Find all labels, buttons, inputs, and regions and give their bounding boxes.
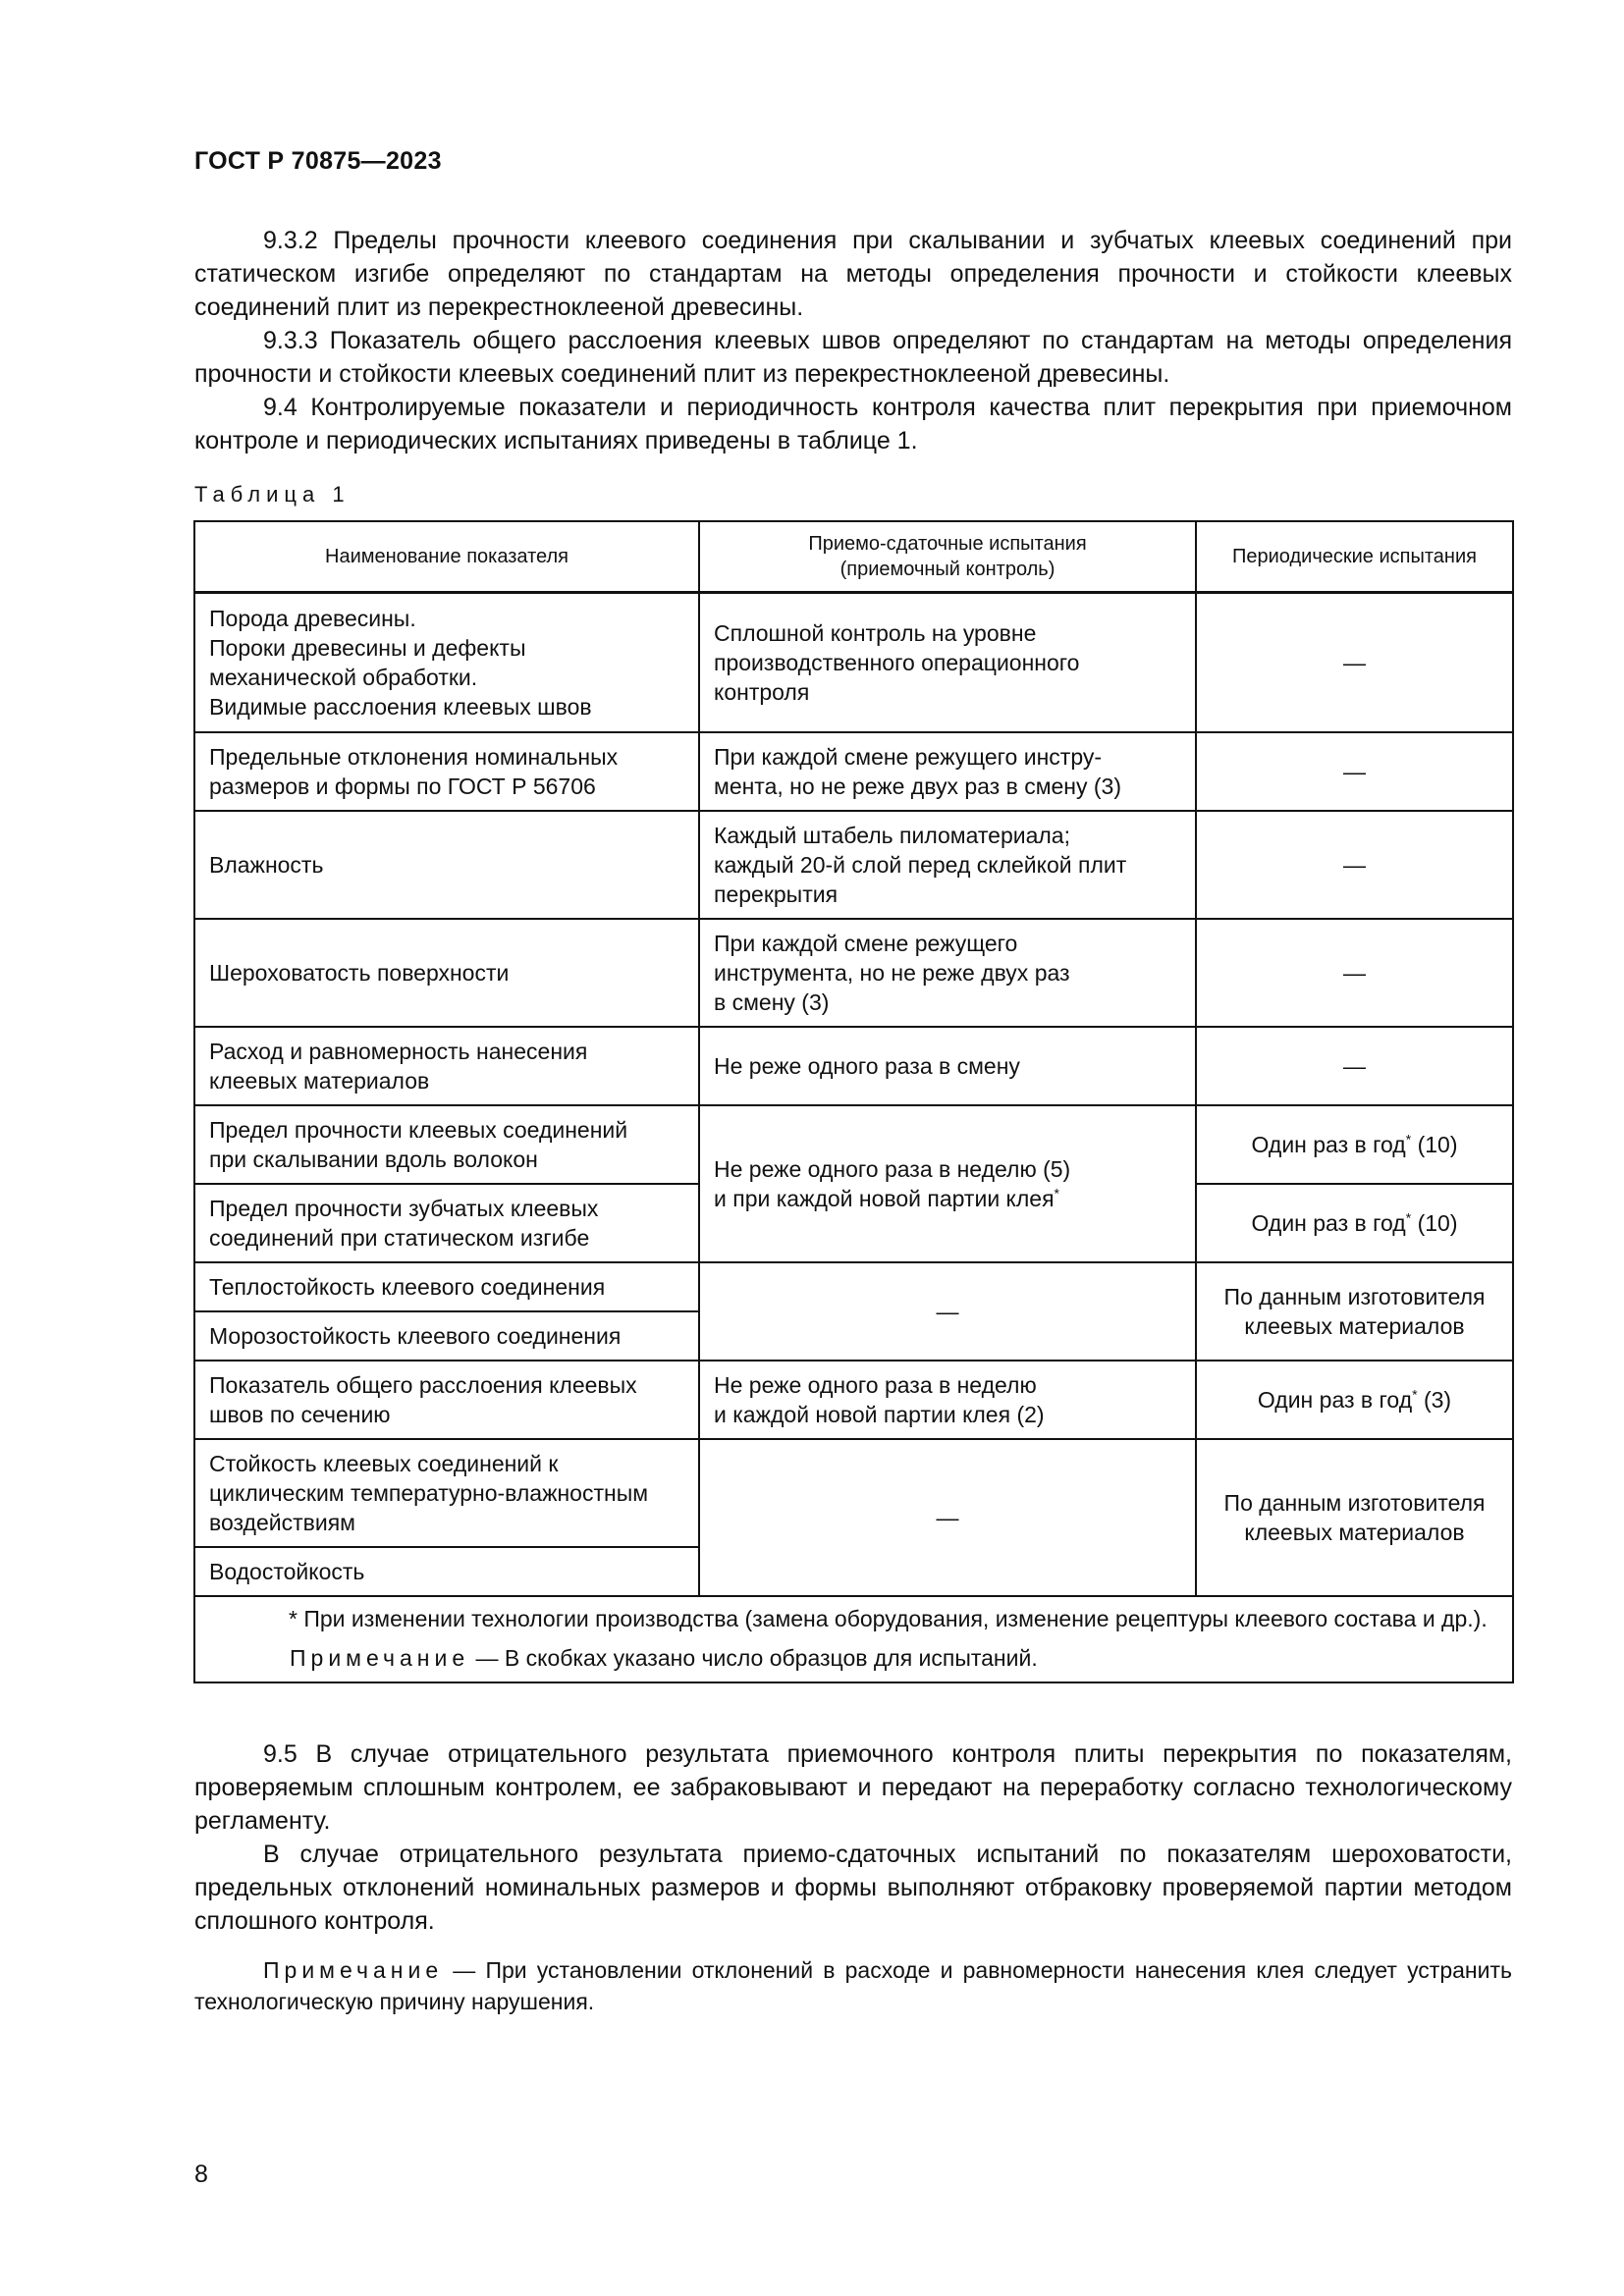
header-periodic-tests: Периодические испытания <box>1196 521 1513 593</box>
indicator-name <box>194 1311 699 1361</box>
name-line: Пороки древесины и дефекты <box>209 634 526 661</box>
periodic-cell <box>1196 1361 1513 1439</box>
periodic-text: Один раз в год <box>1251 1131 1406 1157</box>
name-line: Влажность <box>209 851 324 878</box>
periodic-line: По данным изготовителя <box>1223 1489 1486 1516</box>
footnote-mark: * <box>1054 1184 1059 1201</box>
acceptance-line: Не реже одного раза в смену <box>714 1052 1020 1079</box>
indicator-name <box>194 593 699 732</box>
acceptance-line: производственного операционного <box>714 649 1080 675</box>
name-line: Порода древесины. <box>209 605 416 631</box>
periodic-cell: — <box>1196 811 1513 919</box>
paragraph-9-4: 9.4 Контролируемые показатели и периодичность контроля качества плит перекрытия при приемочном контроле и периодических испытаниях приведены в таблице 1. <box>194 394 1512 454</box>
indicator-name <box>194 919 699 1027</box>
sample-count: (3) <box>1417 1386 1452 1413</box>
name-line: Теплостойкость клеевого соединения <box>209 1273 606 1300</box>
acceptance-line: Каждый штабель пиломатериала; <box>714 822 1070 848</box>
acceptance-cell <box>699 593 1196 732</box>
header-acceptance-line2: (приемочный контроль) <box>839 559 1056 580</box>
table-row <box>194 732 1513 811</box>
table-row <box>194 1262 1513 1311</box>
name-line: при скалывании вдоль волокон <box>209 1146 538 1172</box>
acceptance-line: в смену (3) <box>714 988 830 1015</box>
acceptance-line: Не реже одного раза в неделю (5) <box>714 1155 1071 1182</box>
footnote-mark: * <box>1412 1385 1418 1402</box>
periodic-text: Один раз в год <box>1251 1209 1406 1236</box>
name-line: Предел прочности зубчатых клеевых <box>209 1195 599 1221</box>
indicator-name <box>194 732 699 811</box>
periodic-cell: — <box>1196 919 1513 1027</box>
name-line: Водостойкость <box>209 1558 365 1584</box>
acceptance-cell: — <box>699 1262 1196 1361</box>
acceptance-line: мента, но не реже двух раз в смену (3) <box>714 773 1122 799</box>
name-line: Предел прочности клеевых соединений <box>209 1116 628 1143</box>
indicator-name <box>194 1184 699 1262</box>
acceptance-line: и каждой новой партии клея (2) <box>714 1401 1045 1427</box>
acceptance-cell <box>699 1027 1196 1105</box>
footnote-mark: * <box>1405 1130 1412 1147</box>
name-line: клеевых материалов <box>209 1067 430 1094</box>
indicator-name <box>194 811 699 919</box>
section-9-5 <box>194 1737 1512 1938</box>
note-paragraph <box>194 1954 1512 2017</box>
acceptance-line: При каждой смене режущего <box>714 930 1018 956</box>
acceptance-line: инструмента, но не реже двух раз <box>714 959 1070 986</box>
acceptance-line: Сплошной контроль на уровне <box>714 619 1037 646</box>
periodic-line: клеевых материалов <box>1244 1519 1465 1545</box>
acceptance-line: При каждой смене режущего инстру- <box>714 743 1103 770</box>
periodic-text: Один раз в год <box>1257 1386 1413 1413</box>
header-indicator-name: Наименование показателя <box>194 521 699 593</box>
table-footer-row <box>194 1596 1513 1682</box>
acceptance-cell <box>699 811 1196 919</box>
document-code-header: ГОСТ Р 70875—2023 <box>194 147 442 175</box>
table-row <box>194 1439 1513 1547</box>
acceptance-cell <box>699 919 1196 1027</box>
name-line: воздействиям <box>209 1509 355 1535</box>
name-line: Морозостойкость клеевого соединения <box>209 1322 622 1349</box>
table-row <box>194 593 1513 732</box>
name-line: соединений при статическом изгибе <box>209 1224 590 1251</box>
table-row <box>194 919 1513 1027</box>
note-label: Примечание <box>290 1644 470 1671</box>
paragraph-9-5: 9.5 В случае отрицательного результата приемочного контроля плиты перекрытия по показателям, проверяемым сплошным контролем, ее забраковывают и передают на переработку согласно технологическому регламенту. <box>194 1740 1512 1835</box>
name-line: размеров и формы по ГОСТ Р 56706 <box>209 773 596 799</box>
periodic-cell <box>1196 1439 1513 1596</box>
acceptance-line: каждый 20-й слой перед склейкой плит <box>714 851 1127 878</box>
table-row <box>194 1361 1513 1439</box>
periodic-cell: — <box>1196 732 1513 811</box>
acceptance-cell: — <box>699 1439 1196 1596</box>
acceptance-cell <box>699 1361 1196 1439</box>
table-header-row <box>194 521 1513 593</box>
acceptance-line <box>714 1184 1181 1213</box>
periodic-line: По данным изготовителя <box>1223 1283 1486 1309</box>
section-note <box>194 1954 1512 2017</box>
sample-count: (10) <box>1411 1209 1458 1236</box>
acceptance-text: и при каждой новой партии клея <box>714 1185 1055 1211</box>
acceptance-line: перекрытия <box>714 881 839 907</box>
name-line: швов по сечению <box>209 1401 391 1427</box>
name-line: Стойкость клеевых соединений к <box>209 1450 559 1476</box>
indicator-name <box>194 1027 699 1105</box>
paragraph-9-3-2: 9.3.2 Пределы прочности клеевого соединения при скалывании и зубчатых клеевых соединений при статическом изгибе определяют по стандартам на методы определения прочности и стойкости клеевых соединений плит из перекрестноклееной древесины. <box>194 227 1512 321</box>
table-footnote: * При изменении технологии производства (замена оборудования, изменение рецептуры клеевого состава и др.). <box>289 1605 1488 1631</box>
name-line: Шероховатость поверхности <box>209 959 510 986</box>
header-acceptance-line1: Приемо-сдаточные испытания <box>808 533 1087 555</box>
note-text: — При установлении отклонений в расходе и равномерности нанесения клея следует устранить технологическую причину нарушения. <box>194 1957 1512 2014</box>
indicator-name <box>194 1439 699 1547</box>
name-line: Показатель общего расслоения клеевых <box>209 1371 637 1398</box>
name-line: Расход и равномерность нанесения <box>209 1038 588 1064</box>
table-caption: Таблица 1 <box>194 482 351 507</box>
acceptance-line: контроля <box>714 678 810 705</box>
table-note <box>205 1642 1502 1674</box>
note-text: — В скобках указано число образцов для испытаний. <box>469 1644 1038 1671</box>
table-row <box>194 1027 1513 1105</box>
acceptance-line: Не реже одного раза в неделю <box>714 1371 1037 1398</box>
periodic-cell <box>1196 1184 1513 1262</box>
page-number: 8 <box>194 2161 208 2188</box>
periodic-cell: — <box>1196 1027 1513 1105</box>
periodic-cell: — <box>1196 593 1513 732</box>
sample-count: (10) <box>1411 1131 1458 1157</box>
header-acceptance-tests <box>699 521 1196 593</box>
footnote-mark: * <box>1405 1208 1412 1225</box>
periodic-cell <box>1196 1105 1513 1184</box>
note-label: Примечание <box>263 1957 444 1983</box>
acceptance-cell <box>699 1105 1196 1262</box>
name-line: Предельные отклонения номинальных <box>209 743 619 770</box>
periodic-line: клеевых материалов <box>1244 1312 1465 1339</box>
table-footer <box>194 1596 1513 1682</box>
name-line: Видимые расслоения клеевых швов <box>209 693 592 720</box>
name-line: механической обработки. <box>209 664 478 690</box>
indicator-name <box>194 1105 699 1184</box>
table-row <box>194 811 1513 919</box>
indicator-name <box>194 1547 699 1596</box>
indicator-name <box>194 1361 699 1439</box>
name-line: циклическим температурно-влажностным <box>209 1479 649 1506</box>
paragraph-9-3-3: 9.3.3 Показатель общего расслоения клеевых швов определяют по стандартам на методы определения прочности и стойкости клеевых соединений плит из перекрестноклееной древесины. <box>194 327 1512 388</box>
table-row <box>194 1105 1513 1184</box>
periodic-cell <box>1196 1262 1513 1361</box>
control-table <box>193 520 1514 1683</box>
acceptance-cell <box>699 732 1196 811</box>
indicator-name <box>194 1262 699 1311</box>
paragraph-9-5-continued: В случае отрицательного результата приемо-сдаточных испытаний по показателям шероховатости, предельных отклонений номинальных размеров и формы выполняют отбраковку проверяемой партии методом сплошного контроля. <box>194 1841 1512 1935</box>
intro-section <box>194 224 1512 457</box>
